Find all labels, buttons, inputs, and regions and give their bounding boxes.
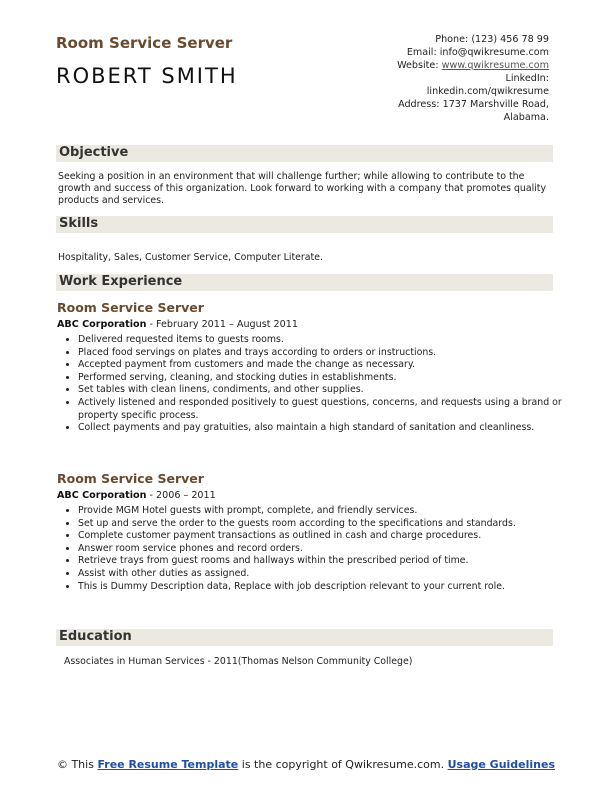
list-item: • Answer room service phones and record orders. — [78, 543, 570, 556]
list-item: • Performed serving, cleaning, and stocking duties in establishments. — [78, 372, 570, 385]
work-heading: Work Experience — [59, 274, 183, 289]
job-2-duties — [60, 505, 570, 593]
free-resume-template-link[interactable]: Free Resume Template — [97, 758, 239, 771]
list-item: • Actively listened and responded positively to guest questions, concerns, and requests using a brand or property specific process. — [78, 397, 570, 422]
objective-heading-bar — [56, 145, 553, 162]
list-item: • Retrieve trays from guest rooms and hallways within the prescribed period of time. — [78, 555, 570, 568]
list-item: • Accepted payment from customers and made the change as necessary. — [78, 359, 570, 372]
footer-prefix: © This — [56, 758, 98, 771]
phone-value: (123) 456 78 99 — [471, 34, 549, 45]
contact-block — [319, 33, 549, 124]
website-link[interactable]: www.qwikresume.com — [441, 60, 549, 71]
copyright-footer — [0, 758, 612, 771]
job-title: Room Service Server — [56, 34, 233, 52]
job-2-title: Room Service Server — [57, 471, 204, 486]
list-item: • Set up and serve the order to the guests room according to the specifications and standards. — [78, 518, 570, 531]
contact-phone — [319, 33, 549, 46]
objective-heading: Objective — [59, 145, 129, 160]
address-line2: Alabama. — [503, 112, 549, 123]
footer-middle: is the copyright of Qwikresume.com. — [238, 758, 448, 771]
skills-heading-bar — [56, 216, 553, 233]
education-heading: Education — [59, 629, 132, 644]
objective-text: Seeking a position in an environment that will challenge further; while allowing to contribute to the growth and success of this organization. Look forward to working with a company that promotes quality products and services. — [58, 171, 547, 206]
candidate-name: ROBERT SMITH — [56, 64, 238, 88]
list-item: • Complete customer payment transactions as outlined in cash and charge procedures. — [78, 530, 570, 543]
list-item: • Provide MGM Hotel guests with prompt, complete, and friendly services. — [78, 505, 570, 518]
email-value: info@qwikresume.com — [439, 47, 549, 58]
list-item: • This is Dummy Description data, Replace with job description relevant to your current role. — [78, 581, 570, 594]
contact-address — [319, 98, 549, 111]
work-heading-bar — [56, 274, 553, 291]
contact-email — [319, 46, 549, 59]
job-2-company-line — [57, 490, 216, 501]
contact-linkedin-value: linkedin.com/qwikresume — [426, 86, 549, 97]
skills-text: Hospitality, Sales, Customer Service, Computer Literate. — [58, 252, 323, 263]
list-item: • Set tables with clean linens, condiments, and other supplies. — [78, 384, 570, 397]
list-item: • Placed food servings on plates and trays according to orders or instructions. — [78, 347, 570, 360]
list-item: • Delivered requested items to guests rooms. — [78, 334, 570, 347]
job-2-dates: - 2006 – 2011 — [146, 490, 216, 501]
list-item: • Assist with other duties as assigned. — [78, 568, 570, 581]
job-1-company: ABC Corporation — [57, 319, 147, 330]
list-item: • Collect payments and pay gratuities, also maintain a high standard of sanitation and cleanliness. — [78, 422, 570, 435]
email-label: Email: — [406, 47, 437, 58]
job-1-title: Room Service Server — [57, 300, 204, 315]
website-label: Website: — [397, 60, 439, 71]
education-text: Associates in Human Services - 2011(Thomas Nelson Community College) — [64, 656, 413, 667]
address-label: Address: — [398, 99, 440, 110]
phone-label: Phone: — [435, 34, 469, 45]
address-line1: 1737 Marshville Road, — [442, 99, 549, 110]
job-1-dates: - February 2011 – August 2011 — [146, 319, 298, 330]
education-heading-bar — [56, 629, 553, 646]
job-2-company: ABC Corporation — [57, 490, 147, 501]
contact-website — [319, 59, 549, 72]
skills-heading: Skills — [59, 216, 99, 231]
usage-guidelines-link[interactable]: Usage Guidelines — [447, 758, 556, 771]
contact-linkedin-label: LinkedIn: — [505, 73, 549, 84]
job-1-duties — [60, 334, 570, 435]
job-1-company-line — [57, 319, 298, 330]
